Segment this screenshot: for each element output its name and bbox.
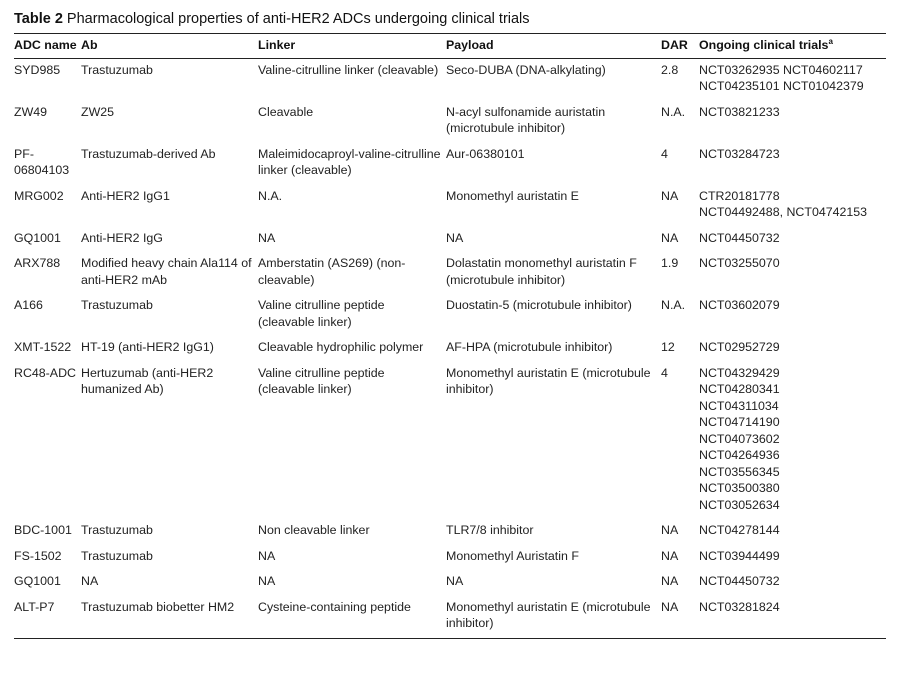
cell-dar: 4: [661, 146, 668, 161]
cell-linker: Maleimidocaproyl-valine-citrulline linker (cleavable): [258, 146, 441, 177]
trial-id: NCT03284723: [699, 146, 780, 161]
cell-linker: Cleavable hydrophilic polymer: [258, 340, 424, 354]
trial-id: NCT03052634: [699, 497, 780, 512]
table-figure: [14, 10, 886, 639]
cell-adc-name: SYD985: [14, 62, 61, 77]
header-payload: Payload: [446, 38, 494, 52]
cell-adc-name: ZW49: [14, 104, 48, 119]
cell-adc-name: GQ1001: [14, 574, 61, 588]
cell-ab: Hertuzumab (anti-HER2 humanized Ab): [81, 365, 214, 396]
table-body: [14, 58, 886, 638]
cell-adc-name: FS-1502: [14, 548, 62, 563]
trial-id: NCT04492488, NCT04742153: [699, 205, 868, 219]
trial-id: NCT04278144: [699, 523, 780, 537]
trial-id: NCT03500380: [699, 481, 780, 495]
cell-adc-name: PF-06804103: [14, 146, 70, 177]
header-clinical-trials: [699, 34, 886, 59]
cell-payload: Monomethyl auristatin E (microtubule inhibitor): [446, 365, 651, 396]
cell-clinical-trials: [699, 336, 886, 362]
table-row: [14, 252, 886, 294]
cell-clinical-trials: [699, 185, 886, 227]
cell-clinical-trials: [699, 519, 886, 545]
table-row: [14, 596, 886, 639]
cell-linker: N.A.: [258, 188, 283, 203]
cell-payload: Aur-06380101: [446, 146, 525, 161]
cell-ab: Anti-HER2 IgG: [81, 230, 163, 245]
cell-ab: Trastuzumab: [81, 523, 153, 537]
cell-payload: Duostatin-5 (microtubule inhibitor): [446, 298, 632, 312]
cell-adc-name: XMT-1522: [14, 340, 72, 354]
trial-id: NCT03821233: [699, 104, 780, 119]
cell-payload: AF-HPA (microtubule inhibitor): [446, 340, 613, 354]
trial-id: NCT04311034: [699, 398, 779, 413]
cell-ab: Trastuzumab: [81, 62, 153, 77]
cell-linker: Non cleavable linker: [258, 523, 370, 537]
cell-clinical-trials: [699, 227, 886, 253]
trial-id: NCT04264936: [699, 448, 780, 462]
cell-adc-name: MRG002: [14, 188, 64, 203]
cell-dar: NA: [661, 230, 679, 245]
trial-id: NCT03944499: [699, 548, 780, 563]
cell-dar: NA: [661, 188, 679, 203]
cell-dar: 2.8: [661, 62, 679, 77]
cell-linker: NA: [258, 230, 276, 245]
cell-payload: Seco-DUBA (DNA-alkylating): [446, 62, 606, 77]
table-row: [14, 101, 886, 143]
cell-ab: ZW25: [81, 104, 115, 119]
table-row: [14, 519, 886, 545]
header-ab: Ab: [81, 38, 98, 52]
table-row: [14, 143, 886, 185]
cell-payload: NA: [446, 574, 464, 588]
trial-id: NCT03255070: [699, 256, 780, 270]
cell-payload: NA: [446, 230, 464, 245]
cell-linker: NA: [258, 548, 276, 563]
trial-id: NCT03262935 NCT04602117: [699, 62, 863, 77]
cell-adc-name: GQ1001: [14, 230, 61, 245]
cell-payload: Monomethyl Auristatin F: [446, 548, 579, 563]
table-title: Pharmacological properties of anti-HER2 ADCs undergoing clinical trials: [66, 11, 530, 27]
trial-id: NCT04280341: [699, 382, 780, 396]
cell-clinical-trials: [699, 252, 886, 294]
cell-linker: NA: [258, 574, 276, 588]
cell-clinical-trials: [699, 143, 886, 185]
cell-dar: 4: [661, 365, 668, 380]
table-row: [14, 185, 886, 227]
table-header: [14, 34, 886, 59]
cell-dar: NA: [661, 574, 679, 588]
cell-dar: NA: [661, 523, 679, 537]
cell-adc-name: RC48-ADC: [14, 365, 76, 380]
cell-clinical-trials: [699, 570, 886, 596]
trial-id: NCT03602079: [699, 298, 780, 312]
cell-dar: N.A.: [661, 298, 686, 312]
cell-adc-name: ALT-P7: [14, 599, 55, 614]
header-dar: DAR: [661, 38, 688, 52]
cell-adc-name: BDC-1001: [14, 523, 72, 537]
cell-linker: Cleavable: [258, 104, 314, 119]
trial-id: NCT04450732: [699, 230, 780, 245]
trial-id: NCT04235101 NCT01042379: [699, 79, 864, 93]
cell-linker: Amberstatin (AS269) (non-cleavable): [258, 256, 406, 287]
cell-ab: Anti-HER2 IgG1: [81, 188, 170, 203]
table-row: [14, 570, 886, 596]
table-row: [14, 362, 886, 520]
cell-dar: 1.9: [661, 256, 679, 270]
table-row: [14, 58, 886, 101]
cell-payload: Monomethyl auristatin E: [446, 188, 579, 203]
table-row: [14, 336, 886, 362]
table-row: [14, 545, 886, 571]
cell-adc-name: A166: [14, 298, 43, 312]
header-adc-name: ADC name: [14, 38, 77, 52]
cell-clinical-trials: [699, 294, 886, 336]
cell-dar: NA: [661, 548, 679, 563]
table-caption: [14, 10, 886, 28]
cell-linker: Valine citrulline peptide (cleavable linker): [258, 365, 385, 396]
cell-clinical-trials: [699, 545, 886, 571]
cell-payload: Dolastatin monomethyl auristatin F (microtubule inhibitor): [446, 256, 637, 287]
cell-ab: Trastuzumab: [81, 548, 153, 563]
cell-payload: N-acyl sulfonamide auristatin (microtubule inhibitor): [446, 104, 606, 135]
cell-adc-name: ARX788: [14, 256, 61, 270]
cell-clinical-trials: [699, 58, 886, 101]
trial-id: NCT04714190: [699, 415, 780, 429]
trial-id: NCT03556345: [699, 464, 780, 479]
header-row: [14, 34, 886, 59]
trial-id: NCT04450732: [699, 574, 780, 588]
cell-payload: TLR7/8 inhibitor: [446, 523, 534, 537]
cell-clinical-trials: [699, 362, 886, 520]
cell-ab: Trastuzumab biobetter HM2: [81, 599, 235, 614]
cell-ab: Trastuzumab: [81, 298, 153, 312]
header-footnote-marker: a: [828, 36, 833, 46]
table-row: [14, 294, 886, 336]
cell-payload: Monomethyl auristatin E (microtubule inhibitor): [446, 599, 651, 630]
cell-clinical-trials: [699, 101, 886, 143]
table-label: Table 2: [14, 11, 63, 27]
cell-ab: HT-19 (anti-HER2 IgG1): [81, 340, 214, 354]
cell-ab: Modified heavy chain Ala114 of anti-HER2 mAb: [81, 256, 252, 287]
cell-dar: 12: [661, 340, 675, 354]
adc-table: [14, 33, 886, 639]
cell-linker: Valine-citrulline linker (cleavable): [258, 62, 439, 77]
header-clinical-trials-label: Ongoing clinical trials: [699, 38, 829, 52]
cell-linker: Cysteine-containing peptide: [258, 599, 411, 614]
trial-id: NCT04329429: [699, 365, 780, 380]
table-row: [14, 227, 886, 253]
cell-linker: Valine citrulline peptide (cleavable linker): [258, 298, 385, 329]
trial-id: NCT03281824: [699, 599, 780, 614]
trial-id: NCT02952729: [699, 340, 780, 354]
cell-dar: N.A.: [661, 104, 686, 119]
trial-id: NCT04073602: [699, 431, 780, 446]
trial-id: CTR20181778: [699, 188, 780, 203]
cell-ab: NA: [81, 574, 99, 588]
cell-clinical-trials: [699, 596, 886, 639]
cell-dar: NA: [661, 599, 679, 614]
cell-ab: Trastuzumab-derived Ab: [81, 146, 216, 161]
header-linker: Linker: [258, 38, 296, 52]
